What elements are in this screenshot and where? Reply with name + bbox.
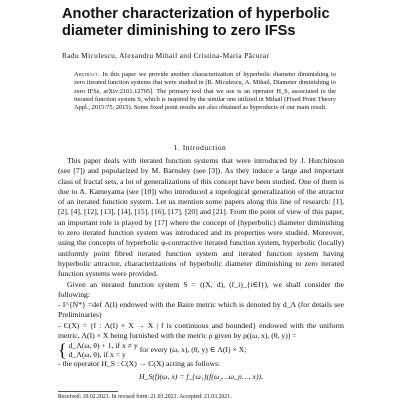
- section-heading: 1. Introduction: [173, 143, 227, 152]
- setup-paragraph: Given an iterated function system S = ((X, d), (f_i)_{i∈I}), we shall consider the following:: [58, 279, 344, 299]
- case-line-1: d_Λ(ω, θ) + 1, if x ≠ y: [68, 341, 138, 351]
- paper-authors: Radu Miculescu, Alexandru Mihail and Cristina-Maria Păcurar: [62, 51, 270, 60]
- abstract: [74, 71, 336, 112]
- intro-paragraph: This paper deals with iterated function systems that were introduced by J. Hutchinson (see [7]) and popularized by M. Barnsley (see [3]). As they induce a large and important class of fractal sets, a lot of generalizations of this concept have been studied. One of them is due to A. Kameyama (see [10]) who introduced a topological generalization of the attractor of an iterated function system. Let us mention some papers along this line of research: [1], [2], [4], [12], [13], [14], [15], [16], [17], [20] and [21]. From the point of view of this paper, an important role is played by [17] where the concept of (hyperbolic) diameter diminishing to zero iterated function system was introduced and its properties were studied. Moreover, using the concepts of hyperbolic φ-contractive iterated function system, hyperbolic (locally) uniformly point fibred iterated function system and iterated function system having hyperbolic attractor, characterizations of hyperbolic diameter diminishing to zero iterated function systems were provided.: [58, 156, 344, 279]
- operator-formula: H_S(f)(ω, x) = f_{ω₁}(f(ω₂…ω_n…, x)),: [139, 371, 263, 381]
- paper-title: Another characterization of hyperbolic diameter diminishing to zero IFSs: [62, 6, 330, 39]
- brace-symbol: {: [58, 340, 67, 361]
- footnote: Received: 10.02.2021. In revised form: 21.03.2021. Accepted: 21.03.2021.: [58, 394, 232, 400]
- piecewise-metric: [58, 341, 344, 359]
- definition-item-baire: - I^{N*} =def Λ(I) endowed with the Baire metric which is denoted by d_Λ (for details see Preliminaries): [58, 300, 344, 320]
- case-line-2: d_Λ(ω, θ), if x = y: [68, 350, 126, 360]
- definition-item-operator: - the operator H_S : C(X) → C(X) acting as follows:: [58, 359, 221, 369]
- abstract-text: In this paper we provide another characterization of hyperbolic diameter diminishing to zero iterated function systems that were studied in [R. Miculescu, A. Mihail, Diameter diminishing to zero IFSs, arXiv:2101.12705]. The primary tool that we use is an operator H_S, associated to the iterated function system S, which is inspired by the similar one utilized in Mihail (Fixed Point Theory Appl., 2015:75, 2015). Some fixed point results are also obtained as byproducts of our main result.: [74, 71, 336, 112]
- definition-item-space: - C(X) = {f : Λ(I) × X → X | f is continuous and bounded} endowed with the uniform metric, Λ(I) × X being furnished with the metric ρ given by ρ((ω, x), (θ, y)) =: [58, 320, 344, 341]
- abstract-label: Abstract.: [74, 71, 101, 78]
- footnote-rule: [58, 391, 118, 392]
- paper-body: [58, 156, 344, 384]
- case-tail: for every (ω, x), (θ, y) ∈ Λ(I) × X;: [139, 345, 247, 355]
